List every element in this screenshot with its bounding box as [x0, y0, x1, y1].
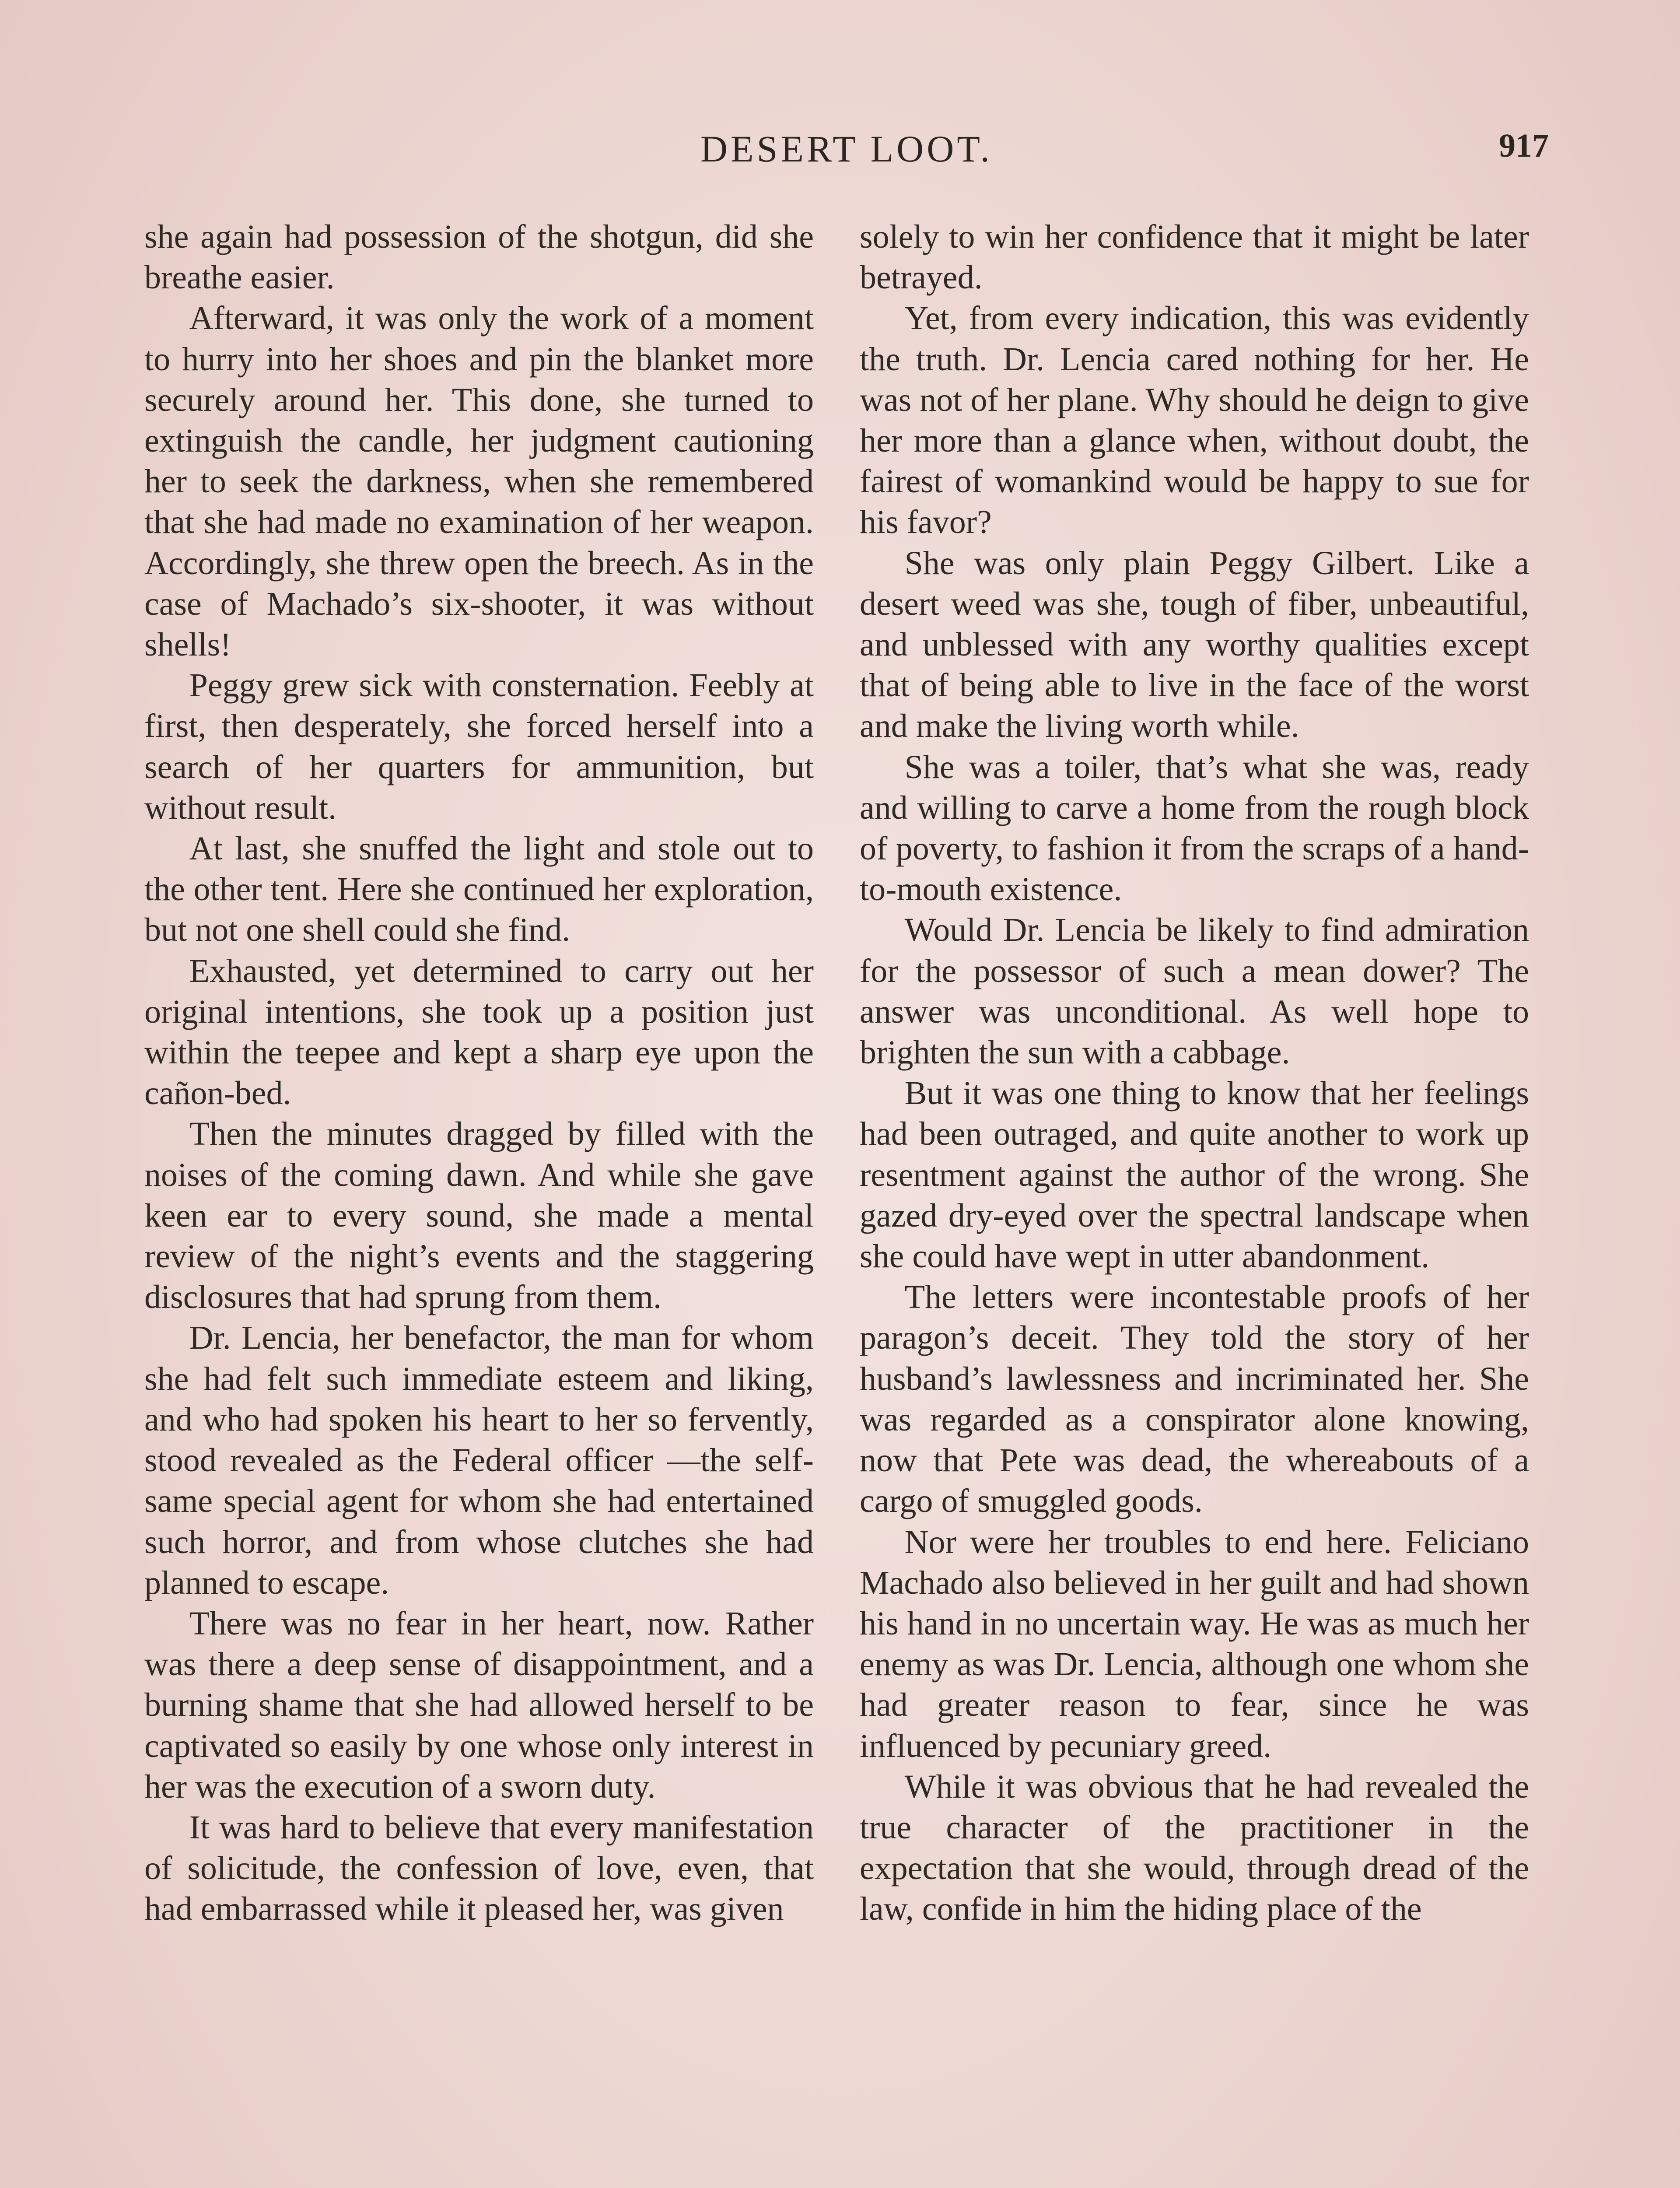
paragraph: At last, she snuffed the light and stole out to the other tent. Here she continued her exploration, but not one shell could she find. [144, 830, 814, 949]
paragraph: solely to win her confidence that it might be later betrayed. [860, 218, 1529, 296]
paragraph: But it was one thing to know that her feelings had been outraged, and quite another to work up resentment against the author of the wrong. She gazed dry-eyed over the spectral landscape when she could have wept in utter abandonment. [860, 1075, 1529, 1275]
paragraph: Would Dr. Lencia be likely to find admiration for the possessor of such a mean dower? The answer was unconditional. As well hope to brighten the sun with a cabbage. [860, 912, 1529, 1071]
paragraph: Then the minutes dragged by filled with the noises of the coming dawn. And while she gave keen ear to every sound, she made a mental review of the night’s events and the staggering disclosures that had sprung from them. [144, 1115, 814, 1316]
paragraph: While it was obvious that he had revealed the true character of the practitioner in the expectation that she would, through dread of the law, confide in him the hiding place of the [860, 1768, 1529, 1928]
paragraph: Dr. Lencia, her benefactor, the man for whom she had felt such immediate esteem and liking, and who had spoken his heart to her so fervently, stood revealed as the Federal officer —the self-same special agent for whom she had entertained such horror, and from whose clutches she had planned to escape. [144, 1319, 814, 1601]
paragraph: It was hard to believe that every manifestation of solicitude, the confession of love, even, that had embarrassed while it pleased her, was given [144, 1809, 814, 1928]
paragraph: She was a toiler, that’s what she was, ready and willing to carve a home from the rough block of poverty, to fashion it from the scraps of a hand-to-mouth existence. [860, 748, 1529, 908]
paragraph: she again had possession of the shotgun, did she breathe easier. [144, 218, 814, 296]
paragraph: The letters were incontestable proofs of her paragon’s deceit. They told the story of her husband’s lawlessness and incriminated her. She was regarded as a conspirator alone knowing, now that Pete was dead, the whereabouts of a cargo of smuggled goods. [860, 1279, 1529, 1520]
paragraph: Nor were her troubles to end here. Feliciano Machado also believed in her guilt and had shown his hand in no uncertain way. He was as much her enemy as was Dr. Lencia, although one whom she had greater reason to fear, since he was influenced by pecuniary greed. [860, 1523, 1529, 1764]
paragraph: Yet, from every indication, this was evidently the truth. Dr. Lencia cared nothing for her. He was not of her plane. Why should he deign to give her more than a glance when, without doubt, the fairest of womankind would be happy to sue for his favor? [860, 300, 1529, 541]
paragraph: Exhausted, yet determined to carry out her original intentions, she took up a position just within the teepee and kept a sharp eye upon the cañon-bed. [144, 952, 814, 1112]
paragraph: There was no fear in her heart, now. Rather was there a deep sense of disappointment, and a burning shame that she had allowed herself to be captivated so easily by one whose only interest in her was the execution of a sworn duty. [144, 1605, 814, 1805]
left-column [144, 217, 814, 1930]
right-column [860, 217, 1529, 1930]
running-title: DESERT LOOT. [700, 128, 993, 170]
paragraph: She was only plain Peggy Gilbert. Like a desert weed was she, tough of fiber, unbeautiful, and unblessed with any worthy qualities except that of being able to live in the face of the worst and make the living worth while. [860, 544, 1529, 745]
paragraph: Peggy grew sick with consternation. Feebly at first, then desperately, she forced herself into a search of her quarters for ammunition, but without result. [144, 667, 814, 826]
paragraph: Afterward, it was only the work of a moment to hurry into her shoes and pin the blanket more securely around her. This done, she turned to extinguish the candle, her judgment cautioning her to seek the darkness, when she remembered that she had made no examination of her weapon. Accordingly, she threw open the breech. As in the case of Machado’s six-shooter, it was without shells! [144, 300, 814, 663]
page-number: 917 [1499, 127, 1549, 164]
page-header [144, 127, 1549, 179]
